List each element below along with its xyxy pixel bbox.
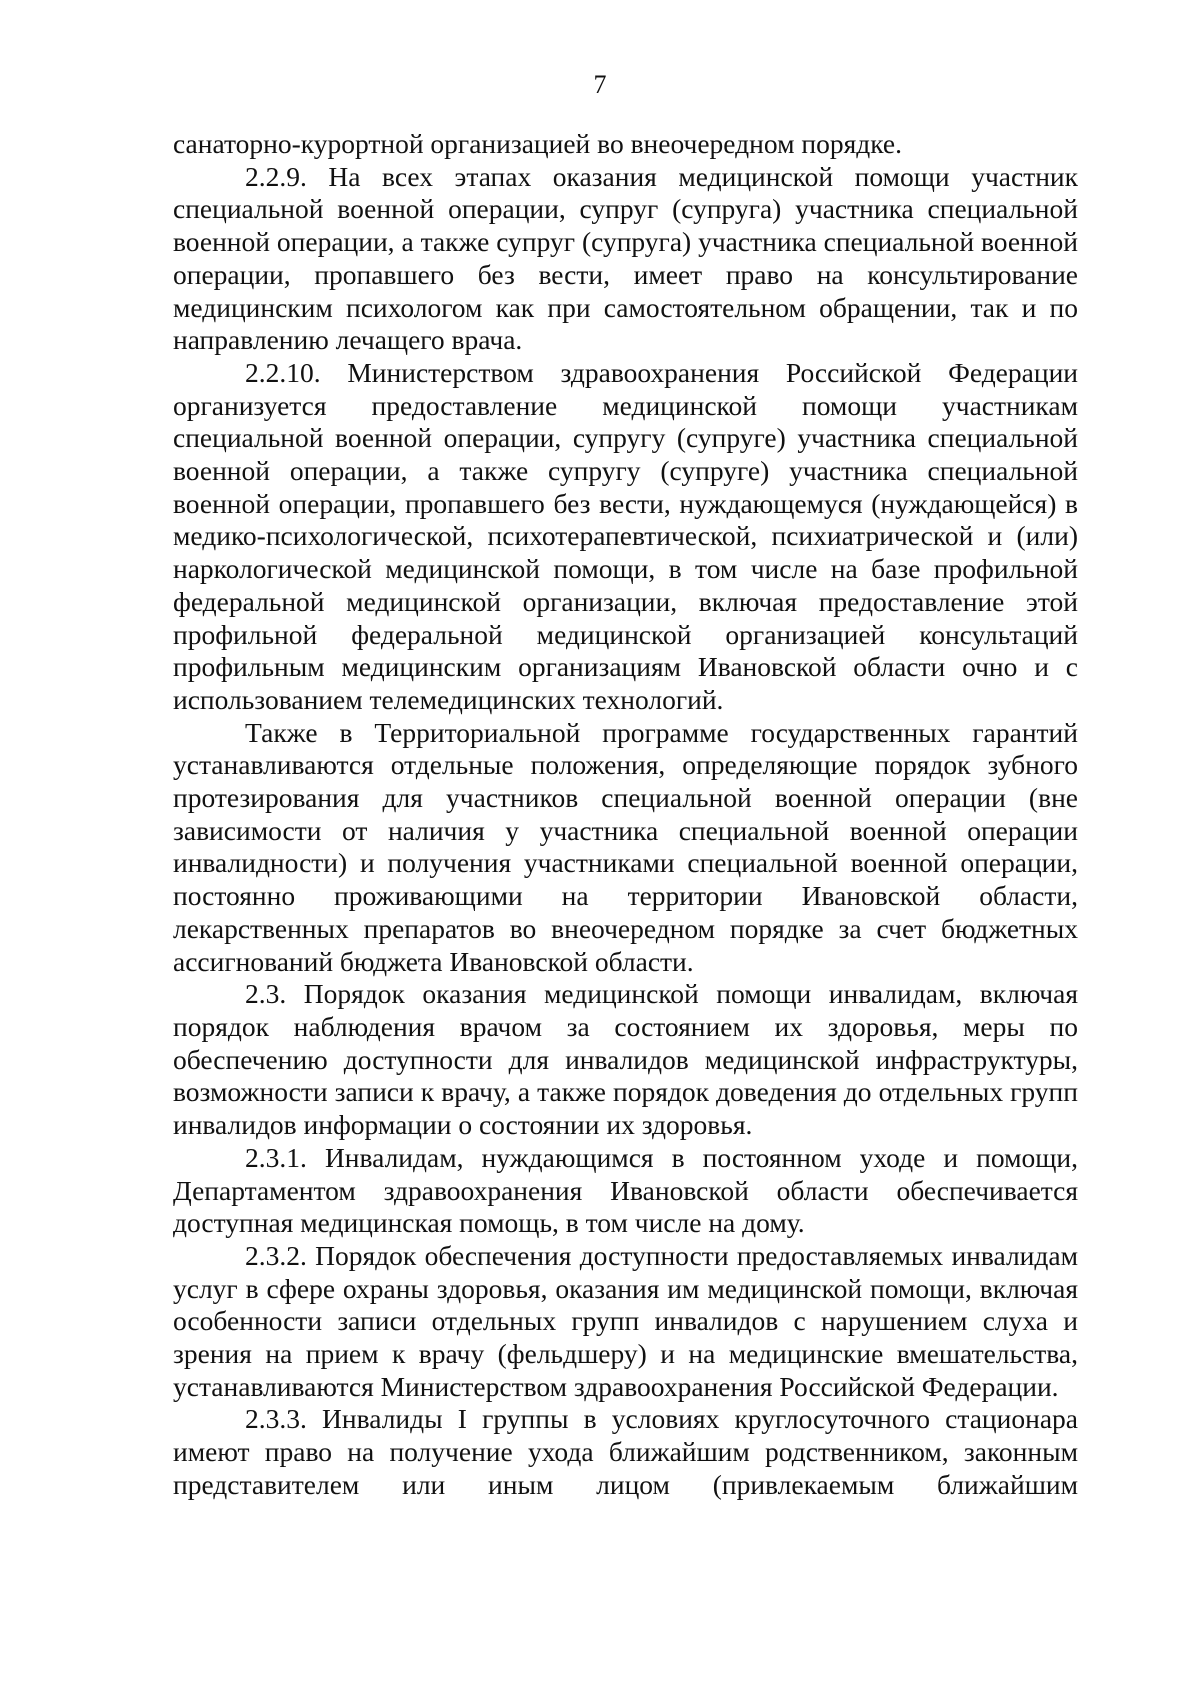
paragraph-2-3-2: 2.3.2. Порядок обеспечения доступности предоставляемых инвалидам услуг в сфере охраны здоровья, оказания им медицинской помощи, включая особенности записи отдельных групп инвалидов с нарушением слуха и зрения на прием к врачу (фельдшеру) и на медицинские вмешательства, устанавливаются Министерством здравоохранения Российской Федерации. (173, 1239, 1078, 1402)
paragraph-2-3-1: 2.3.1. Инвалидам, нуждающимся в постоянном уходе и помощи, Департаментом здравоохранения Ивановской области обеспечивается доступная медицинская помощь, в том числе на дому. (173, 1141, 1078, 1239)
paragraph-2-3-3: 2.3.3. Инвалиды I группы в условиях круглосуточного стационара имеют право на получение ухода ближайшим родственником, законным представителем или иным лицом (привлекаемым ближайшим (173, 1403, 1078, 1500)
paragraph-continuation: санаторно-курортной организацией во внеочередном порядке. (173, 128, 902, 159)
paragraph-territorial-program: Также в Территориальной программе государственных гарантий устанавливаются отдельные положения, определяющие порядок зубного протезирования для участников специальной военной операции (вне зависимости от наличия у участника специальной военной операции инвалидности) и получения участниками специальной военной операции, постоянно проживающими на территории Ивановской области, лекарственных препаратов во внеочередном порядке за счет бюджетных ассигнований бюджета Ивановской области. (173, 716, 1078, 977)
page-number: 7 (593, 70, 607, 99)
paragraph-2-3: 2.3. Порядок оказания медицинской помощи инвалидам, включая порядок наблюдения врачом за состоянием их здоровья, меры по обеспечению доступности для инвалидов медицинской инфраструктуры, возможности записи к врачу, а также порядок доведения до отдельных групп инвалидов информации о состоянии их здоровья. (173, 978, 1078, 1141)
document-body (173, 128, 1078, 1502)
paragraph-2-2-9: 2.2.9. На всех этапах оказания медицинской помощи участник специальной военной операции, супруг (супруга) участника специальной военной операции, а также супруг (супруга) участника специальной военной операции, пропавшего без вести, имеет право на консультирование медицинским психологом как при самостоятельном обращении, так и по направлению лечащего врача. (173, 160, 1078, 356)
paragraph-2-2-10: 2.2.10. Министерством здравоохранения Российской Федерации организуется предоставление медицинской помощи участникам специальной военной операции, супругу (супруге) участника специальной военной операции, а также супругу (супруге) участника специальной военной операции, пропавшего без вести, нуждающемуся (нуждающейся) в медико-психологической, психотерапевтической, психиатрической и (или) наркологической медицинской помощи, в том числе на базе профильной федеральной медицинской организации, включая предоставление этой профильной федеральной медицинской организацией консультаций профильным медицинским организациям Ивановской области очно и с использованием телемедицинских технологий. (173, 356, 1078, 715)
